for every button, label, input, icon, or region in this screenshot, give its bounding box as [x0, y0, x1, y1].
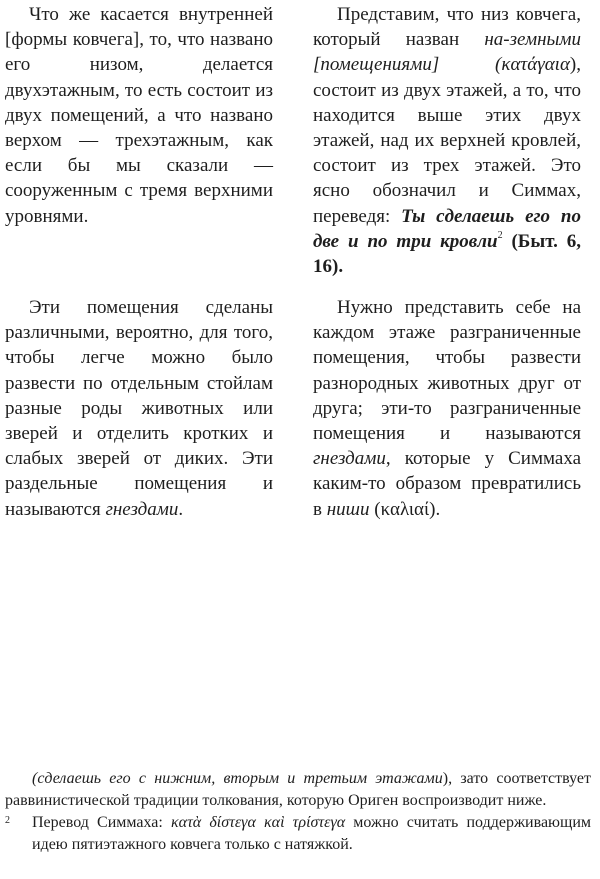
- italic-term: гнездами: [313, 448, 386, 470]
- greek-term: κατὰ δίστεγα καὶ τρίστεγα: [171, 814, 346, 831]
- footnote-marker: 2: [497, 229, 503, 241]
- left-column-paragraph-2: [5, 295, 273, 522]
- text-run: Перевод Симмаха:: [32, 814, 171, 831]
- greek-term: κατάγαια: [501, 54, 570, 76]
- right-column-paragraph-2: [313, 295, 581, 522]
- italic-term: ниши: [326, 498, 370, 520]
- left-column-paragraph-1: [5, 2, 273, 229]
- footnote-number: 2: [5, 815, 10, 826]
- scripture-quote: Ты сделаешь его по две и по три кровли: [313, 205, 581, 252]
- paragraph-text: [313, 295, 581, 522]
- text-run: Представим, что низ ковчега, который назван: [313, 4, 581, 51]
- text-run: .: [178, 498, 184, 520]
- text-run: ).: [429, 498, 441, 520]
- right-column-paragraph-1: [313, 2, 581, 279]
- paragraph-text: [313, 2, 581, 279]
- italic-term: на-земными [помещениями] (: [313, 29, 581, 76]
- italic-quote: (сделаешь его с нижним, вторым и третьим этажами: [32, 770, 443, 787]
- footnote-2: [5, 812, 591, 856]
- footnotes: [5, 768, 591, 856]
- text-run: Нужно представить себе на каждом этаже разграниченные помещения, чтобы развести разнородных животных друг от друга; эти-то разграниченные помещения и называются: [313, 297, 581, 445]
- paragraph-text: [5, 295, 273, 522]
- scripture-reference: (Быт. 6, 16).: [313, 230, 581, 278]
- greek-term: καλιαί: [380, 498, 430, 520]
- text-run: (: [369, 498, 381, 520]
- text-run: ), состоит из двух этажей, а то, что находится выше этих двух этажей, над их верхней кровлей, состоит из трех этажей. Это ясно обозначил и Симмах, переведя:: [313, 54, 581, 227]
- text-run: можно считать поддерживающим идею пятиэтажного ковчега только с натяжкой.: [32, 814, 592, 853]
- text-run: ), зато соответствует раввинистической традиции толкования, которую Ориген воспроизводит ниже.: [5, 770, 592, 809]
- paragraph-text: Что же касается внутренней [формы ковчега], то, что названо его низом, делается двухэтажным, то есть состоит из двух помещений, а что названо верхом — трехэтажным, как если бы мы сказали — сооруженным с тремя верхними уровнями.: [5, 4, 273, 227]
- text-run: Эти помещения сделаны различными, вероятно, для того, чтобы легче можно было развести по отдельным стойлам разные роды животных или зверей и отделить кротких и слабых зверей от диких. Эти раздельные помещения и называются: [5, 297, 273, 520]
- text-run: , которые у Симмаха каким-то образом превратились в: [313, 448, 581, 520]
- footnote-1-continuation: [5, 768, 591, 812]
- italic-term: гнездами: [105, 498, 179, 520]
